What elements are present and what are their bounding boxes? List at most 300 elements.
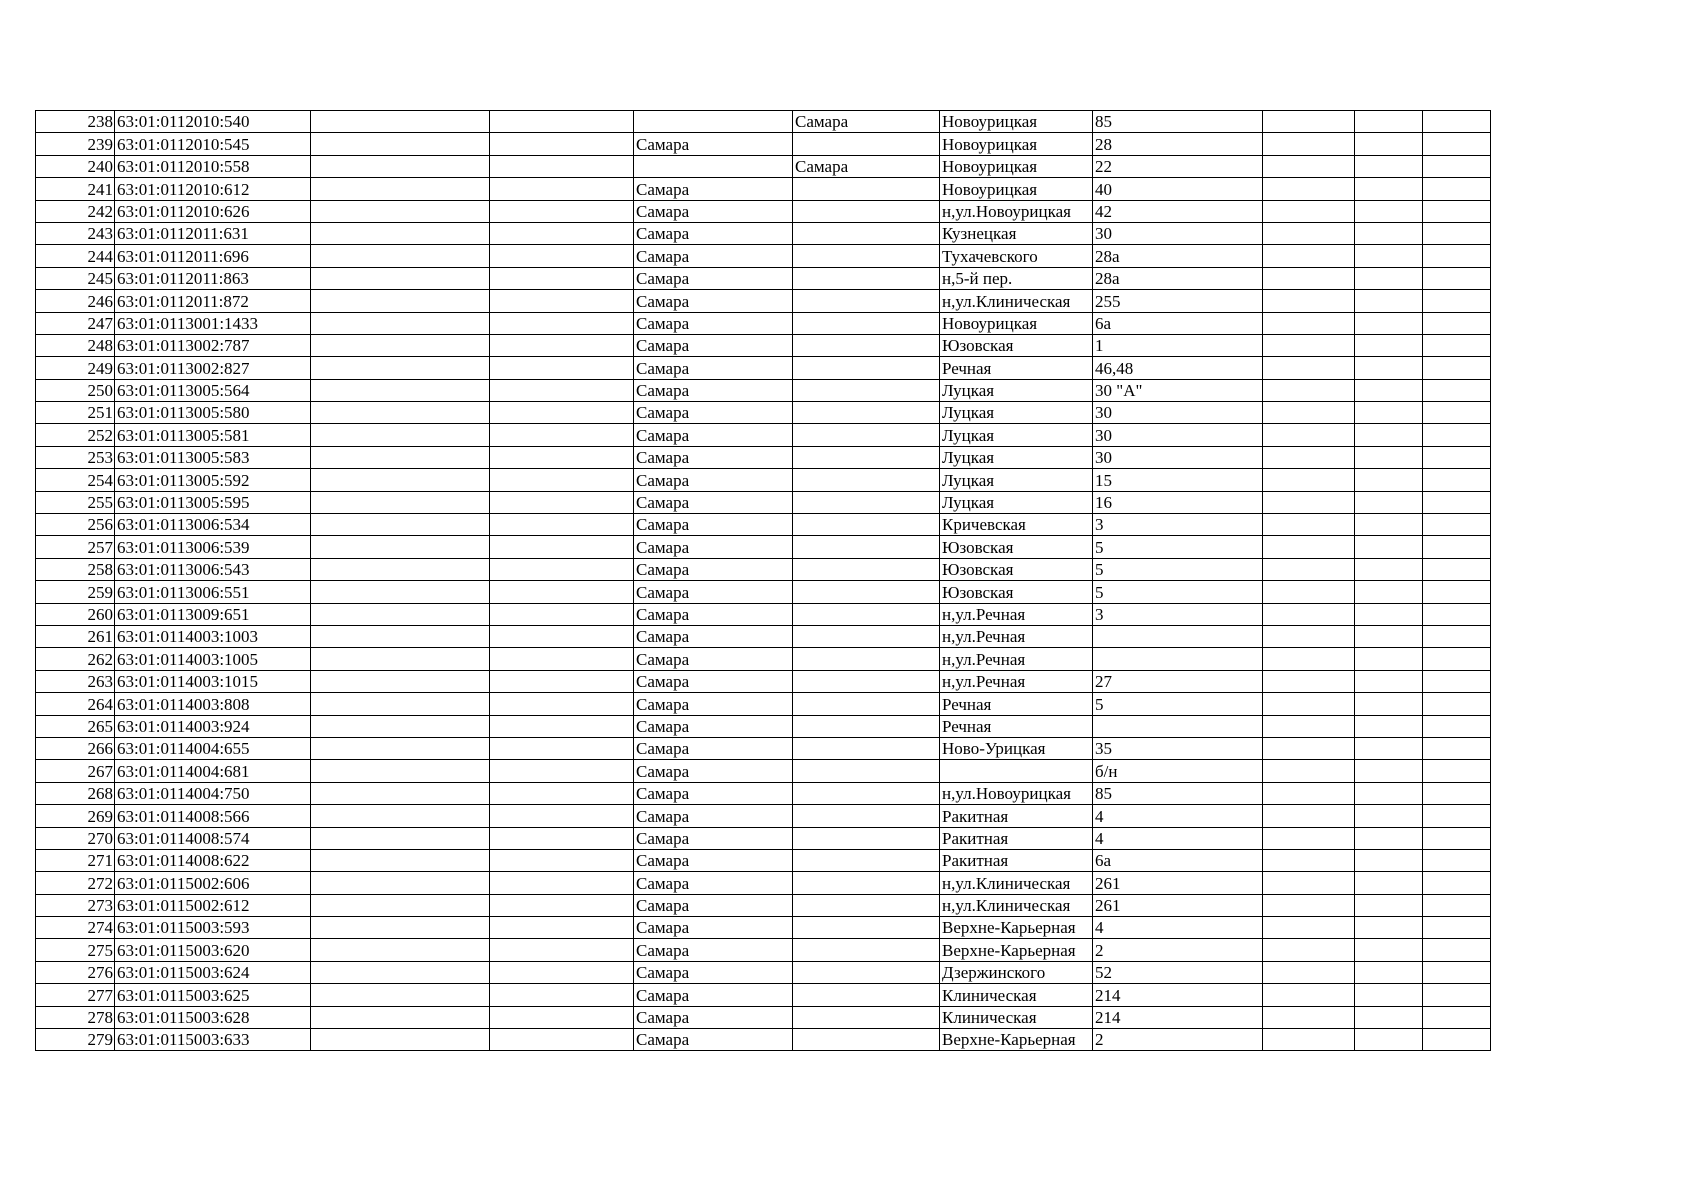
empty-cell [490,827,634,849]
empty-cell [1423,290,1491,312]
house-number-cell: 4 [1093,827,1263,849]
street-cell: Юзовская [940,558,1093,580]
registry-table [35,110,1569,1051]
cadastral-number-cell: 63:01:0114003:1003 [115,625,311,647]
row-number-cell: 238 [36,111,115,133]
row-number-cell: 252 [36,424,115,446]
empty-cell [311,760,490,782]
cadastral-number-cell: 63:01:0114008:622 [115,849,311,871]
cadastral-number-cell: 63:01:0114004:750 [115,782,311,804]
house-number-cell: 5 [1093,581,1263,603]
empty-cell [1423,491,1491,513]
empty-cell [311,402,490,424]
cadastral-number-cell: 63:01:0112010:545 [115,133,311,155]
table-row [36,961,1569,983]
empty-cell [311,200,490,222]
empty-cell [1355,155,1423,177]
row-number-cell: 268 [36,782,115,804]
empty-cell [1263,424,1355,446]
empty-cell [1423,872,1491,894]
empty-cell [1355,424,1423,446]
empty-cell [311,155,490,177]
empty-cell [311,133,490,155]
locality-cell [793,737,940,759]
empty-cell [1355,581,1423,603]
house-number-cell: 22 [1093,155,1263,177]
locality-cell: Самара [793,155,940,177]
empty-cell [1355,312,1423,334]
empty-cell [1263,782,1355,804]
cadastral-number-cell: 63:01:0114003:1015 [115,670,311,692]
city-cell: Самара [634,491,793,513]
city-cell: Самара [634,760,793,782]
row-number-cell: 256 [36,514,115,536]
empty-cell [490,155,634,177]
empty-cell [1263,693,1355,715]
cadastral-number-cell: 63:01:0115003:625 [115,984,311,1006]
house-number-cell: 16 [1093,491,1263,513]
empty-cell [490,1006,634,1028]
cadastral-number-cell: 63:01:0115003:633 [115,1029,311,1051]
empty-cell [1263,961,1355,983]
city-cell: Самара [634,178,793,200]
locality-cell [793,267,940,289]
empty-cell [1355,805,1423,827]
empty-cell [490,737,634,759]
city-cell: Самара [634,558,793,580]
empty-cell [1263,469,1355,491]
street-cell: Клиническая [940,984,1093,1006]
locality-cell [793,312,940,334]
locality-cell [793,379,940,401]
empty-cell [1355,514,1423,536]
city-cell: Самара [634,1029,793,1051]
empty-cell [1423,715,1491,737]
locality-cell [793,558,940,580]
empty-cell [490,625,634,647]
empty-cell [1263,222,1355,244]
city-cell: Самара [634,625,793,647]
locality-cell [793,1029,940,1051]
street-cell: Луцкая [940,469,1093,491]
empty-cell [311,648,490,670]
empty-cell [1263,178,1355,200]
house-number-cell: 3 [1093,603,1263,625]
empty-cell [1423,737,1491,759]
row-number-cell: 276 [36,961,115,983]
locality-cell [793,872,940,894]
house-number-cell: 2 [1093,939,1263,961]
cadastral-number-cell: 63:01:0114008:574 [115,827,311,849]
city-cell: Самара [634,200,793,222]
locality-cell [793,917,940,939]
empty-cell [1423,805,1491,827]
row-number-cell: 260 [36,603,115,625]
empty-cell [1263,491,1355,513]
empty-cell [311,222,490,244]
table-row [36,894,1569,916]
row-number-cell: 250 [36,379,115,401]
empty-cell [490,581,634,603]
empty-cell [1423,1006,1491,1028]
empty-cell [1263,760,1355,782]
table-row [36,267,1569,289]
locality-cell [793,334,940,356]
street-cell: Кузнецкая [940,222,1093,244]
table-row [36,469,1569,491]
row-number-cell: 258 [36,558,115,580]
empty-cell [311,446,490,468]
empty-cell [490,222,634,244]
locality-cell [793,805,940,827]
table-row [36,693,1569,715]
empty-cell [1423,894,1491,916]
row-number-cell: 263 [36,670,115,692]
street-cell: Кричевская [940,514,1093,536]
locality-cell [793,782,940,804]
house-number-cell: 5 [1093,558,1263,580]
empty-cell [1355,737,1423,759]
cadastral-number-cell: 63:01:0112011:872 [115,290,311,312]
empty-cell [311,558,490,580]
empty-cell [1263,200,1355,222]
empty-cell [490,670,634,692]
cadastral-number-cell: 63:01:0113001:1433 [115,312,311,334]
house-number-cell: 52 [1093,961,1263,983]
street-cell: Новоурицкая [940,312,1093,334]
empty-cell [1423,402,1491,424]
locality-cell [793,625,940,647]
cadastral-number-cell: 63:01:0114003:808 [115,693,311,715]
city-cell: Самара [634,222,793,244]
street-cell: Верхне-Карьерная [940,917,1093,939]
locality-cell [793,446,940,468]
house-number-cell: 2 [1093,1029,1263,1051]
row-number-cell: 262 [36,648,115,670]
city-cell: Самара [634,536,793,558]
locality-cell [793,514,940,536]
street-cell: н,ул.Речная [940,648,1093,670]
city-cell: Самара [634,939,793,961]
house-number-cell: 214 [1093,1006,1263,1028]
empty-cell [1355,379,1423,401]
table-row [36,357,1569,379]
cadastral-number-cell: 63:01:0113005:581 [115,424,311,446]
empty-cell [490,872,634,894]
empty-cell [1263,514,1355,536]
empty-cell [1355,1006,1423,1028]
empty-cell [311,961,490,983]
row-number-cell: 251 [36,402,115,424]
table-row [36,200,1569,222]
empty-cell [1263,290,1355,312]
house-number-cell: 5 [1093,693,1263,715]
table-row [36,760,1569,782]
house-number-cell: 6а [1093,312,1263,334]
street-cell: Новоурицкая [940,178,1093,200]
locality-cell [793,670,940,692]
house-number-cell: 85 [1093,782,1263,804]
empty-cell [1355,402,1423,424]
empty-cell [490,715,634,737]
row-number-cell: 259 [36,581,115,603]
empty-cell [490,849,634,871]
street-cell: Клиническая [940,1006,1093,1028]
city-cell: Самара [634,984,793,1006]
empty-cell [311,782,490,804]
empty-cell [1423,693,1491,715]
locality-cell [793,491,940,513]
empty-cell [1355,245,1423,267]
locality-cell [793,760,940,782]
empty-cell [1423,760,1491,782]
cadastral-number-cell: 63:01:0115002:606 [115,872,311,894]
empty-cell [1355,603,1423,625]
house-number-cell: 4 [1093,805,1263,827]
cadastral-number-cell: 63:01:0113002:827 [115,357,311,379]
empty-cell [490,312,634,334]
empty-cell [1355,693,1423,715]
cadastral-number-cell: 63:01:0112010:626 [115,200,311,222]
registry-table-body [36,111,1569,1051]
empty-cell [1355,111,1423,133]
empty-cell [1355,760,1423,782]
empty-cell [311,625,490,647]
row-number-cell: 278 [36,1006,115,1028]
house-number-cell: 5 [1093,536,1263,558]
house-number-cell: 35 [1093,737,1263,759]
table-row [36,827,1569,849]
empty-cell [1263,1006,1355,1028]
empty-cell [1355,290,1423,312]
empty-cell [490,200,634,222]
house-number-cell: 46,48 [1093,357,1263,379]
street-cell: Юзовская [940,536,1093,558]
row-number-cell: 261 [36,625,115,647]
row-number-cell: 274 [36,917,115,939]
street-cell: Речная [940,357,1093,379]
table-row [36,648,1569,670]
table-row [36,670,1569,692]
empty-cell [490,1029,634,1051]
empty-cell [311,469,490,491]
street-cell: Ракитная [940,849,1093,871]
empty-cell [1355,670,1423,692]
city-cell: Самара [634,1006,793,1028]
empty-cell [1423,961,1491,983]
locality-cell [793,1006,940,1028]
empty-cell [1355,782,1423,804]
empty-cell [1423,625,1491,647]
table-row [36,715,1569,737]
house-number-cell: 255 [1093,290,1263,312]
empty-cell [490,469,634,491]
empty-cell [311,267,490,289]
empty-cell [1355,872,1423,894]
street-cell: н,ул.Новоурицкая [940,782,1093,804]
city-cell: Самара [634,446,793,468]
empty-cell [1263,670,1355,692]
cadastral-number-cell: 63:01:0114003:924 [115,715,311,737]
house-number-cell: 15 [1093,469,1263,491]
row-number-cell: 248 [36,334,115,356]
empty-cell [311,111,490,133]
row-number-cell: 272 [36,872,115,894]
cadastral-number-cell: 63:01:0115003:593 [115,917,311,939]
empty-cell [1355,200,1423,222]
empty-cell [1263,939,1355,961]
street-cell: н,ул.Клиническая [940,290,1093,312]
city-cell: Самара [634,961,793,983]
empty-cell [1355,133,1423,155]
street-cell: Ракитная [940,805,1093,827]
locality-cell [793,200,940,222]
street-cell: н,5-й пер. [940,267,1093,289]
empty-cell [490,424,634,446]
street-cell: Луцкая [940,424,1093,446]
empty-cell [1423,1029,1491,1051]
street-cell: Верхне-Карьерная [940,1029,1093,1051]
street-cell: Луцкая [940,379,1093,401]
table-row [36,737,1569,759]
street-cell: Новоурицкая [940,133,1093,155]
empty-cell [1423,245,1491,267]
empty-cell [1263,648,1355,670]
house-number-cell: 42 [1093,200,1263,222]
empty-cell [311,424,490,446]
row-number-cell: 243 [36,222,115,244]
street-cell: н,ул.Клиническая [940,894,1093,916]
locality-cell [793,849,940,871]
row-number-cell: 246 [36,290,115,312]
empty-cell [490,536,634,558]
empty-cell [1355,625,1423,647]
empty-cell [490,693,634,715]
cadastral-number-cell: 63:01:0112010:540 [115,111,311,133]
empty-cell [1423,424,1491,446]
house-number-cell [1093,648,1263,670]
row-number-cell: 265 [36,715,115,737]
cadastral-number-cell: 63:01:0113005:592 [115,469,311,491]
empty-cell [1263,357,1355,379]
table-row [36,111,1569,133]
locality-cell [793,357,940,379]
empty-cell [311,939,490,961]
empty-cell [311,670,490,692]
empty-cell [1423,111,1491,133]
cadastral-number-cell: 63:01:0114004:655 [115,737,311,759]
empty-cell [311,872,490,894]
row-number-cell: 240 [36,155,115,177]
street-cell: Дзержинского [940,961,1093,983]
street-cell: н,ул.Речная [940,625,1093,647]
empty-cell [1355,446,1423,468]
city-cell: Самара [634,379,793,401]
street-cell: Ново-Урицкая [940,737,1093,759]
cadastral-number-cell: 63:01:0113005:580 [115,402,311,424]
empty-cell [311,491,490,513]
street-cell: Луцкая [940,402,1093,424]
table-row [36,222,1569,244]
table-row [36,782,1569,804]
city-cell: Самара [634,872,793,894]
row-number-cell: 242 [36,200,115,222]
empty-cell [1355,469,1423,491]
locality-cell [793,603,940,625]
table-row [36,155,1569,177]
house-number-cell: 30 "А" [1093,379,1263,401]
house-number-cell: 28 [1093,133,1263,155]
row-number-cell: 249 [36,357,115,379]
empty-cell [1263,402,1355,424]
city-cell: Самара [634,402,793,424]
empty-cell [490,917,634,939]
cadastral-number-cell: 63:01:0113005:583 [115,446,311,468]
empty-cell [311,581,490,603]
empty-cell [1263,625,1355,647]
street-cell: Ракитная [940,827,1093,849]
street-cell: Луцкая [940,491,1093,513]
empty-cell [1355,849,1423,871]
empty-cell [490,894,634,916]
table-row [36,379,1569,401]
table-row [36,849,1569,871]
empty-cell [1423,267,1491,289]
table-row [36,536,1569,558]
cadastral-number-cell: 63:01:0115003:624 [115,961,311,983]
table-row [36,558,1569,580]
empty-cell [311,715,490,737]
empty-cell [1263,737,1355,759]
empty-cell [1263,111,1355,133]
table-row [36,334,1569,356]
city-cell: Самара [634,334,793,356]
cadastral-number-cell: 63:01:0115002:612 [115,894,311,916]
row-number-cell: 241 [36,178,115,200]
locality-cell [793,290,940,312]
table-row [36,491,1569,513]
table-row [36,424,1569,446]
empty-cell [311,312,490,334]
city-cell: Самара [634,603,793,625]
cadastral-number-cell: 63:01:0112011:631 [115,222,311,244]
house-number-cell: 1 [1093,334,1263,356]
empty-cell [490,782,634,804]
empty-cell [311,894,490,916]
locality-cell: Самара [793,111,940,133]
empty-cell [311,1029,490,1051]
empty-cell [1423,984,1491,1006]
empty-cell [311,917,490,939]
table-row [36,446,1569,468]
empty-cell [490,446,634,468]
table-row [36,917,1569,939]
empty-cell [490,245,634,267]
house-number-cell: б/н [1093,760,1263,782]
street-cell: Юзовская [940,334,1093,356]
empty-cell [1423,782,1491,804]
house-number-cell: 4 [1093,917,1263,939]
cadastral-number-cell: 63:01:0114003:1005 [115,648,311,670]
city-cell [634,111,793,133]
empty-cell [311,693,490,715]
empty-cell [1263,446,1355,468]
house-number-cell: 261 [1093,872,1263,894]
cadastral-number-cell: 63:01:0112011:863 [115,267,311,289]
empty-cell [1423,939,1491,961]
row-number-cell: 279 [36,1029,115,1051]
table-row [36,872,1569,894]
